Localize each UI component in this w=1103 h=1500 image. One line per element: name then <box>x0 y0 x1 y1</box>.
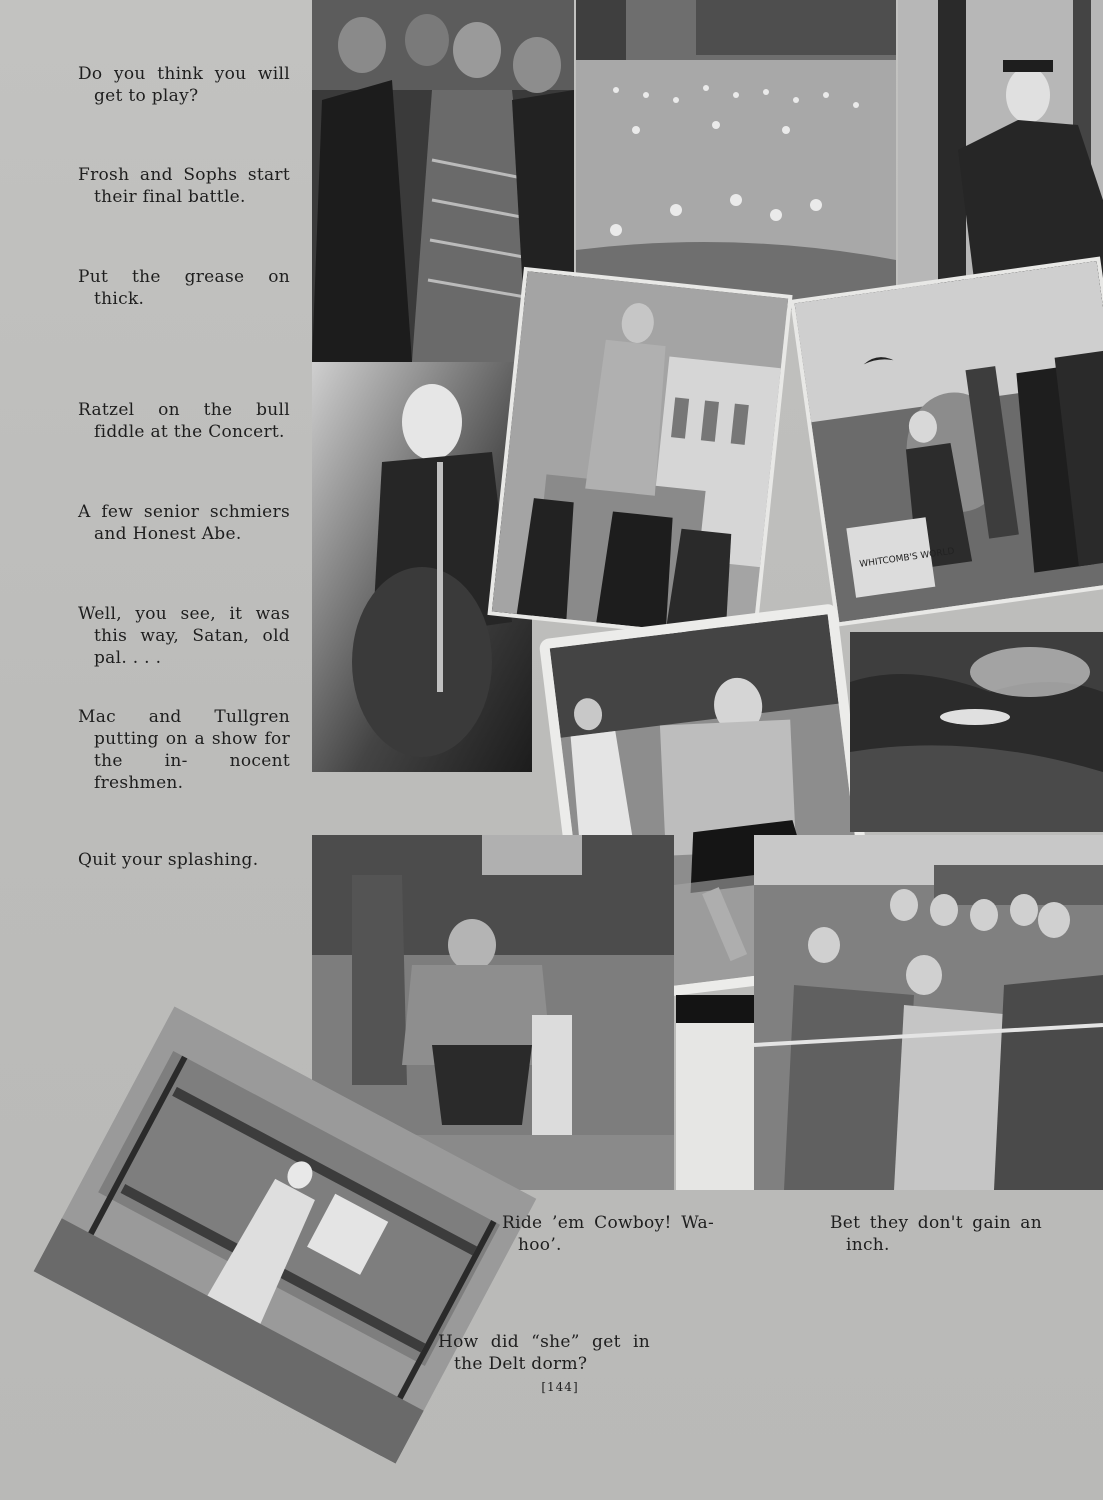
photo-tug-of-war <box>754 835 1103 1190</box>
photo-tug-of-war-image <box>754 835 1103 1190</box>
photo-honest-abe-image <box>492 271 788 639</box>
photo-field-battle <box>576 0 896 310</box>
caption-splashing: Quit your splashing. <box>78 850 259 870</box>
caption-get-to-play: Do you think you will get to play? <box>78 64 290 106</box>
caption-mac-tullgren: Mac and Tullgren putting on a show for the in- nocent freshmen. <box>78 707 290 793</box>
caption-grease: Put the grease on thick. <box>78 267 290 309</box>
caption-gain-an-inch: Bet they don't gain an inch. <box>830 1213 1042 1255</box>
caption-ride-em-cowboy: Ride ’em Cowboy! Wa- hoo’. <box>502 1213 714 1255</box>
photo-divider-strip <box>676 995 754 1190</box>
photo-satan-scene <box>790 256 1103 626</box>
caption-satan: Well, you see, it was this way, Satan, old pal. . . . <box>78 604 290 668</box>
photo-honest-abe <box>487 267 792 643</box>
sign-text: WHITCOMB'S WORLD <box>858 546 956 570</box>
page-number: [144] <box>541 1380 579 1394</box>
photo-swimmer-image <box>850 632 1103 832</box>
caption-honest-abe: A few senior schmiers and Honest Abe. <box>78 502 290 544</box>
caption-ratzel: Ratzel on the bull fiddle at the Concert. <box>78 400 290 442</box>
photo-field-battle-image <box>576 0 896 310</box>
caption-frosh-sophs: Frosh and Sophs start their final battle. <box>78 165 290 207</box>
photo-satan-scene-image <box>795 261 1103 622</box>
photo-swimmer <box>850 632 1103 832</box>
caption-delt-dorm: How did “she” get in the Delt dorm? <box>438 1332 650 1374</box>
